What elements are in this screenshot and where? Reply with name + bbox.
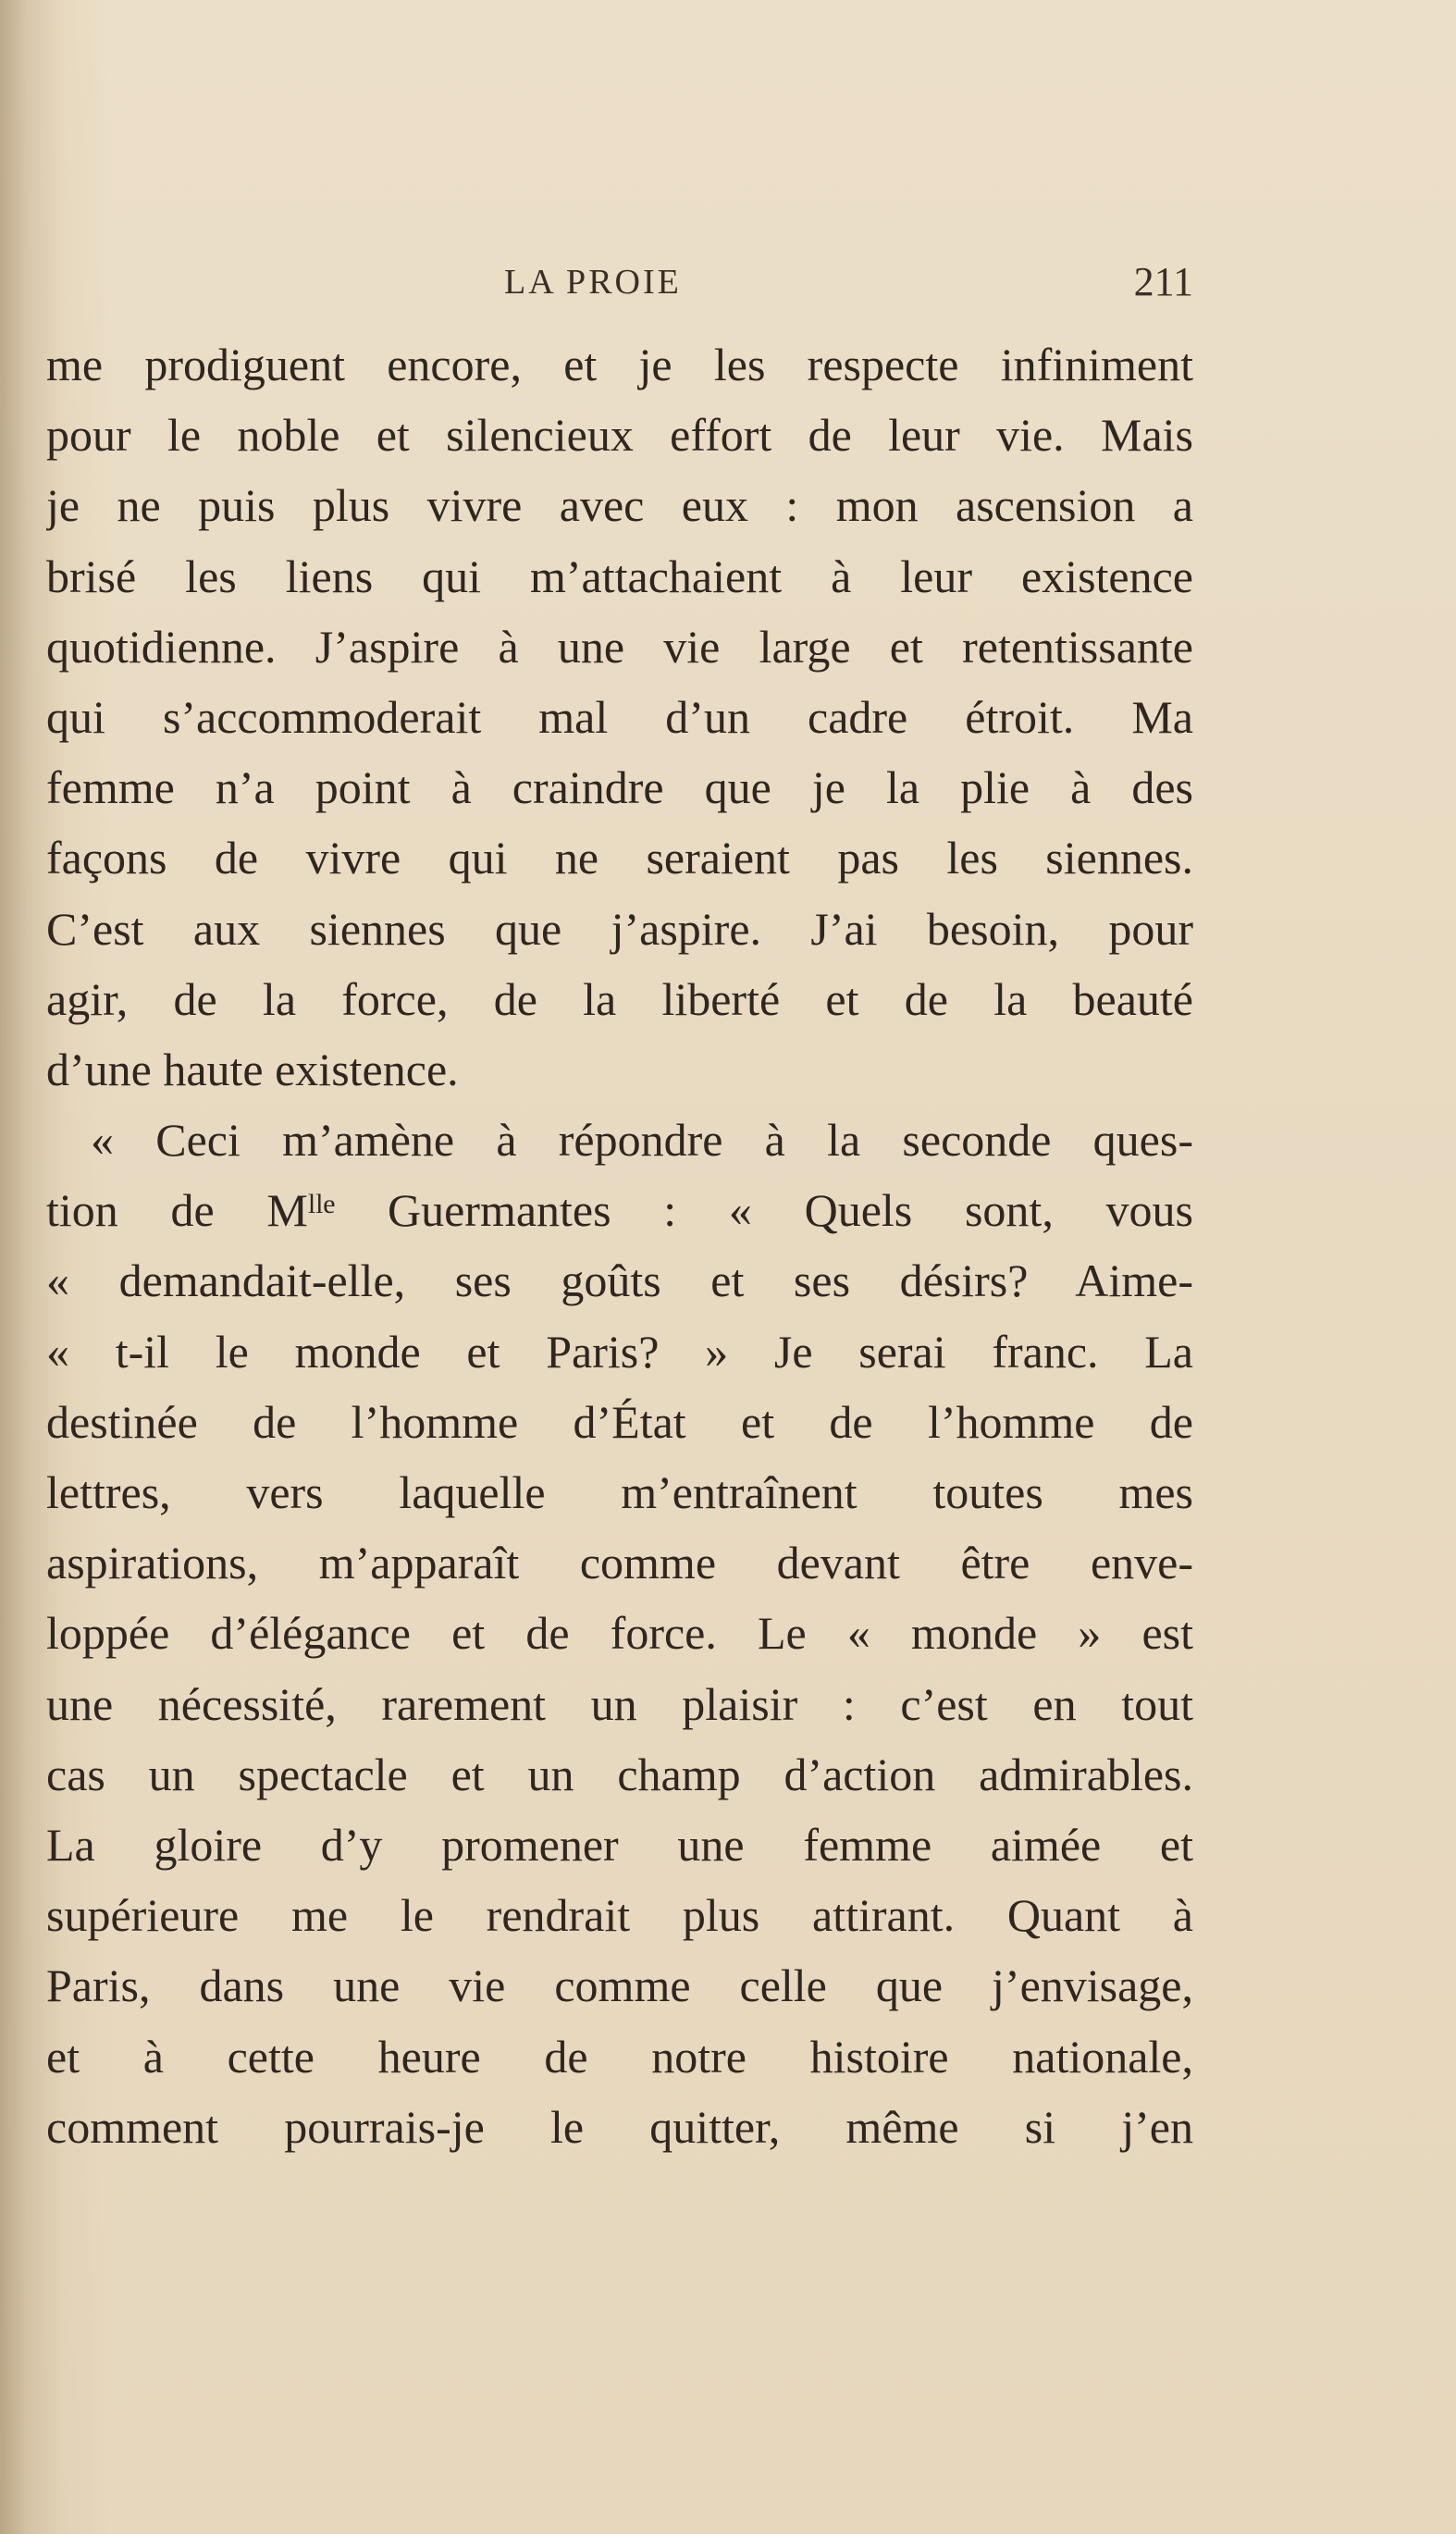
- text-line: « Ceci m’amène à répondre à la seconde ques-: [91, 1114, 1193, 1167]
- text-line: femme n’a point à craindre que je la plie à des: [46, 761, 1193, 814]
- text-line: tion de Mˡˡᵉ Guermantes : « Quels sont, vous: [46, 1184, 1193, 1237]
- text-line: une nécessité, rarement un plaisir : c’est en tout: [46, 1677, 1193, 1730]
- text-line: destinée de l’homme d’État et de l’homme de: [46, 1395, 1193, 1448]
- running-title: LA PROIE: [504, 263, 682, 302]
- text-line: comment pourrais-je le quitter, même si j’en: [46, 2100, 1193, 2153]
- text-line: d’une haute existence.: [46, 1043, 459, 1095]
- text-line: La gloire d’y promener une femme aimée et: [46, 1818, 1193, 1871]
- text-line: façons de vivre qui ne seraient pas les siennes.: [46, 832, 1193, 884]
- page-header: [504, 259, 1193, 314]
- text-line: quotidienne. J’aspire à une vie large et retentissante: [46, 620, 1193, 673]
- page-number: 211: [1133, 259, 1193, 304]
- body-text: [46, 329, 1193, 2162]
- text-line: lettres, vers laquelle m’entraînent toutes mes: [46, 1466, 1193, 1518]
- text-line: supérieure me le rendrait plus attirant. Quant à: [46, 1889, 1193, 1942]
- text-line: me prodiguent encore, et je les respecte infiniment: [46, 339, 1193, 390]
- text-line: loppée d’élégance et de force. Le « monde » est: [46, 1607, 1193, 1660]
- text-line: « demandait-elle, ses goûts et ses désirs? Aime-: [46, 1255, 1193, 1307]
- text-line: cas un spectacle et un champ d’action admirables.: [46, 1748, 1193, 1800]
- text-line: je ne puis plus vivre avec eux : mon ascension a: [46, 479, 1193, 532]
- text-line: aspirations, m’apparaît comme devant être enve-: [46, 1537, 1193, 1589]
- text-line: Paris, dans une vie comme celle que j’envisage,: [46, 1959, 1193, 2012]
- text-line: et à cette heure de notre histoire nationale,: [46, 2030, 1193, 2083]
- text-line: agir, de la force, de la liberté et de la beauté: [46, 972, 1193, 1025]
- text-line: « t-il le monde et Paris? » Je serai franc. La: [46, 1325, 1193, 1378]
- text-line: brisé les liens qui m’attachaient à leur existence: [46, 550, 1193, 602]
- text-line: qui s’accommoderait mal d’un cadre étroit. Ma: [46, 690, 1193, 743]
- text-line: C’est aux siennes que j’aspire. J’ai besoin, pour: [46, 902, 1193, 955]
- text-line: pour le noble et silencieux effort de leur vie. Mais: [46, 409, 1193, 462]
